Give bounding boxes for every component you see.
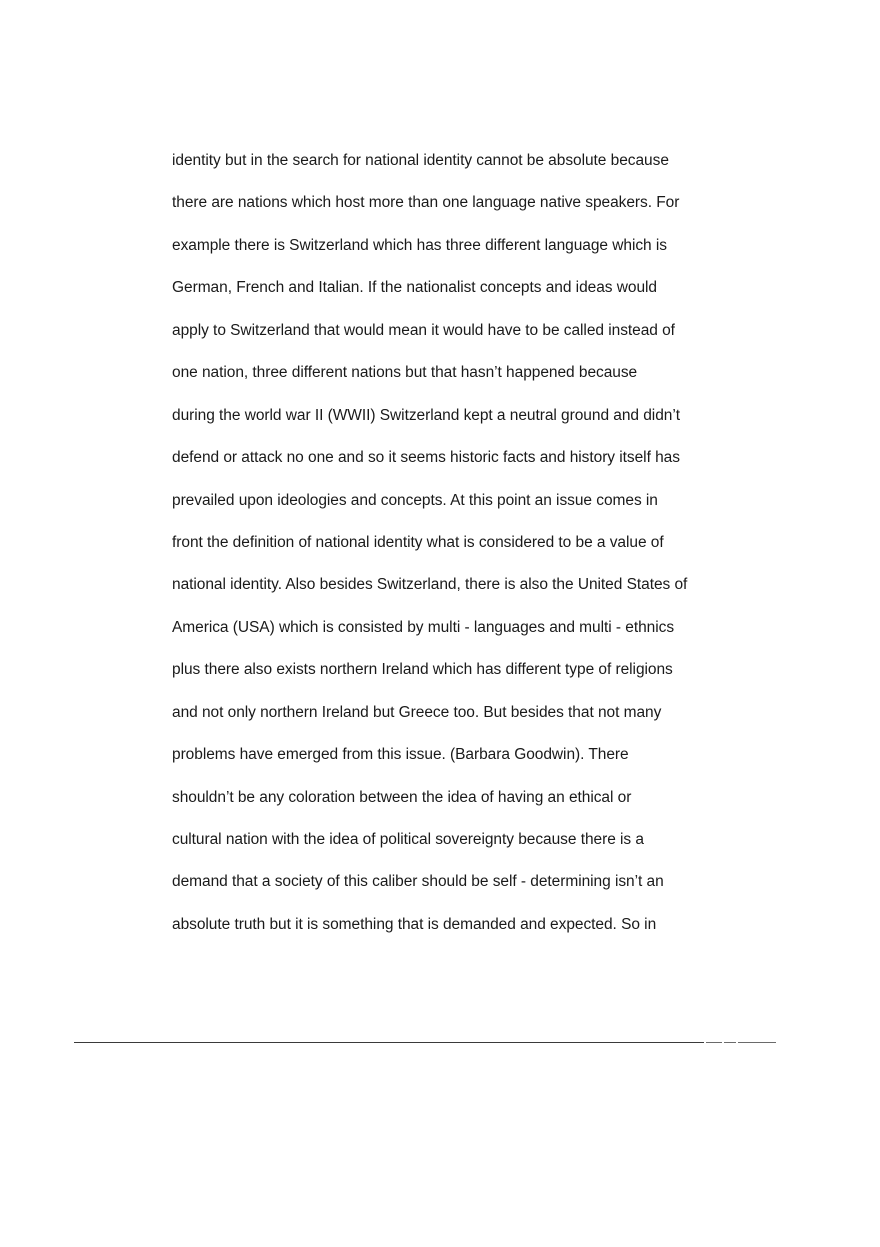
text-line: demand that a society of this caliber should be self - determining isn’t an: [172, 873, 664, 891]
text-line: one nation, three different nations but that hasn’t happened because: [172, 364, 638, 382]
text-line: problems have emerged from this issue. (Barbara Goodwin). There: [172, 746, 629, 764]
text-line: absolute truth but it is something that is demanded and expected. So in: [172, 915, 657, 933]
text-line: example there is Switzerland which has three different language which is: [172, 236, 667, 254]
text-line: there are nations which host more than one language native speakers. For: [172, 194, 680, 212]
text-line: German, French and Italian. If the nationalist concepts and ideas would: [172, 279, 657, 297]
separator-dash: [706, 1042, 722, 1043]
separator-dash: [738, 1042, 776, 1043]
text-line: America (USA) which is consisted by multi - languages and multi - ethnics: [172, 618, 675, 636]
text-line: cultural nation with the idea of political sovereignty because there is a: [172, 831, 644, 848]
text-line: shouldn’t be any coloration between the idea of having an ethical or: [172, 788, 632, 806]
separator-line: [74, 1042, 704, 1043]
text-line: during the world war II (WWII) Switzerland kept a neutral ground and didn’t: [172, 406, 680, 424]
text-line: defend or attack no one and so it seems historic facts and history itself has: [172, 449, 680, 467]
text-line: identity but in the search for national identity cannot be absolute because: [172, 152, 669, 169]
text-line: national identity. Also besides Switzerland, there is also the United States of: [172, 576, 688, 594]
text-line: prevailed upon ideologies and concepts. At this point an issue comes in: [172, 491, 658, 509]
footnote-separator: [74, 1041, 776, 1044]
separator-dash: [724, 1042, 736, 1043]
text-line: front the definition of national identity what is considered to be a value of: [172, 533, 664, 551]
text-line: and not only northern Ireland but Greece too. But besides that not many: [172, 703, 662, 721]
body-paragraph: [172, 147, 732, 953]
text-line: apply to Switzerland that would mean it would have to be called instead of: [172, 321, 675, 339]
text-line: plus there also exists northern Ireland which has different type of religions: [172, 661, 673, 679]
